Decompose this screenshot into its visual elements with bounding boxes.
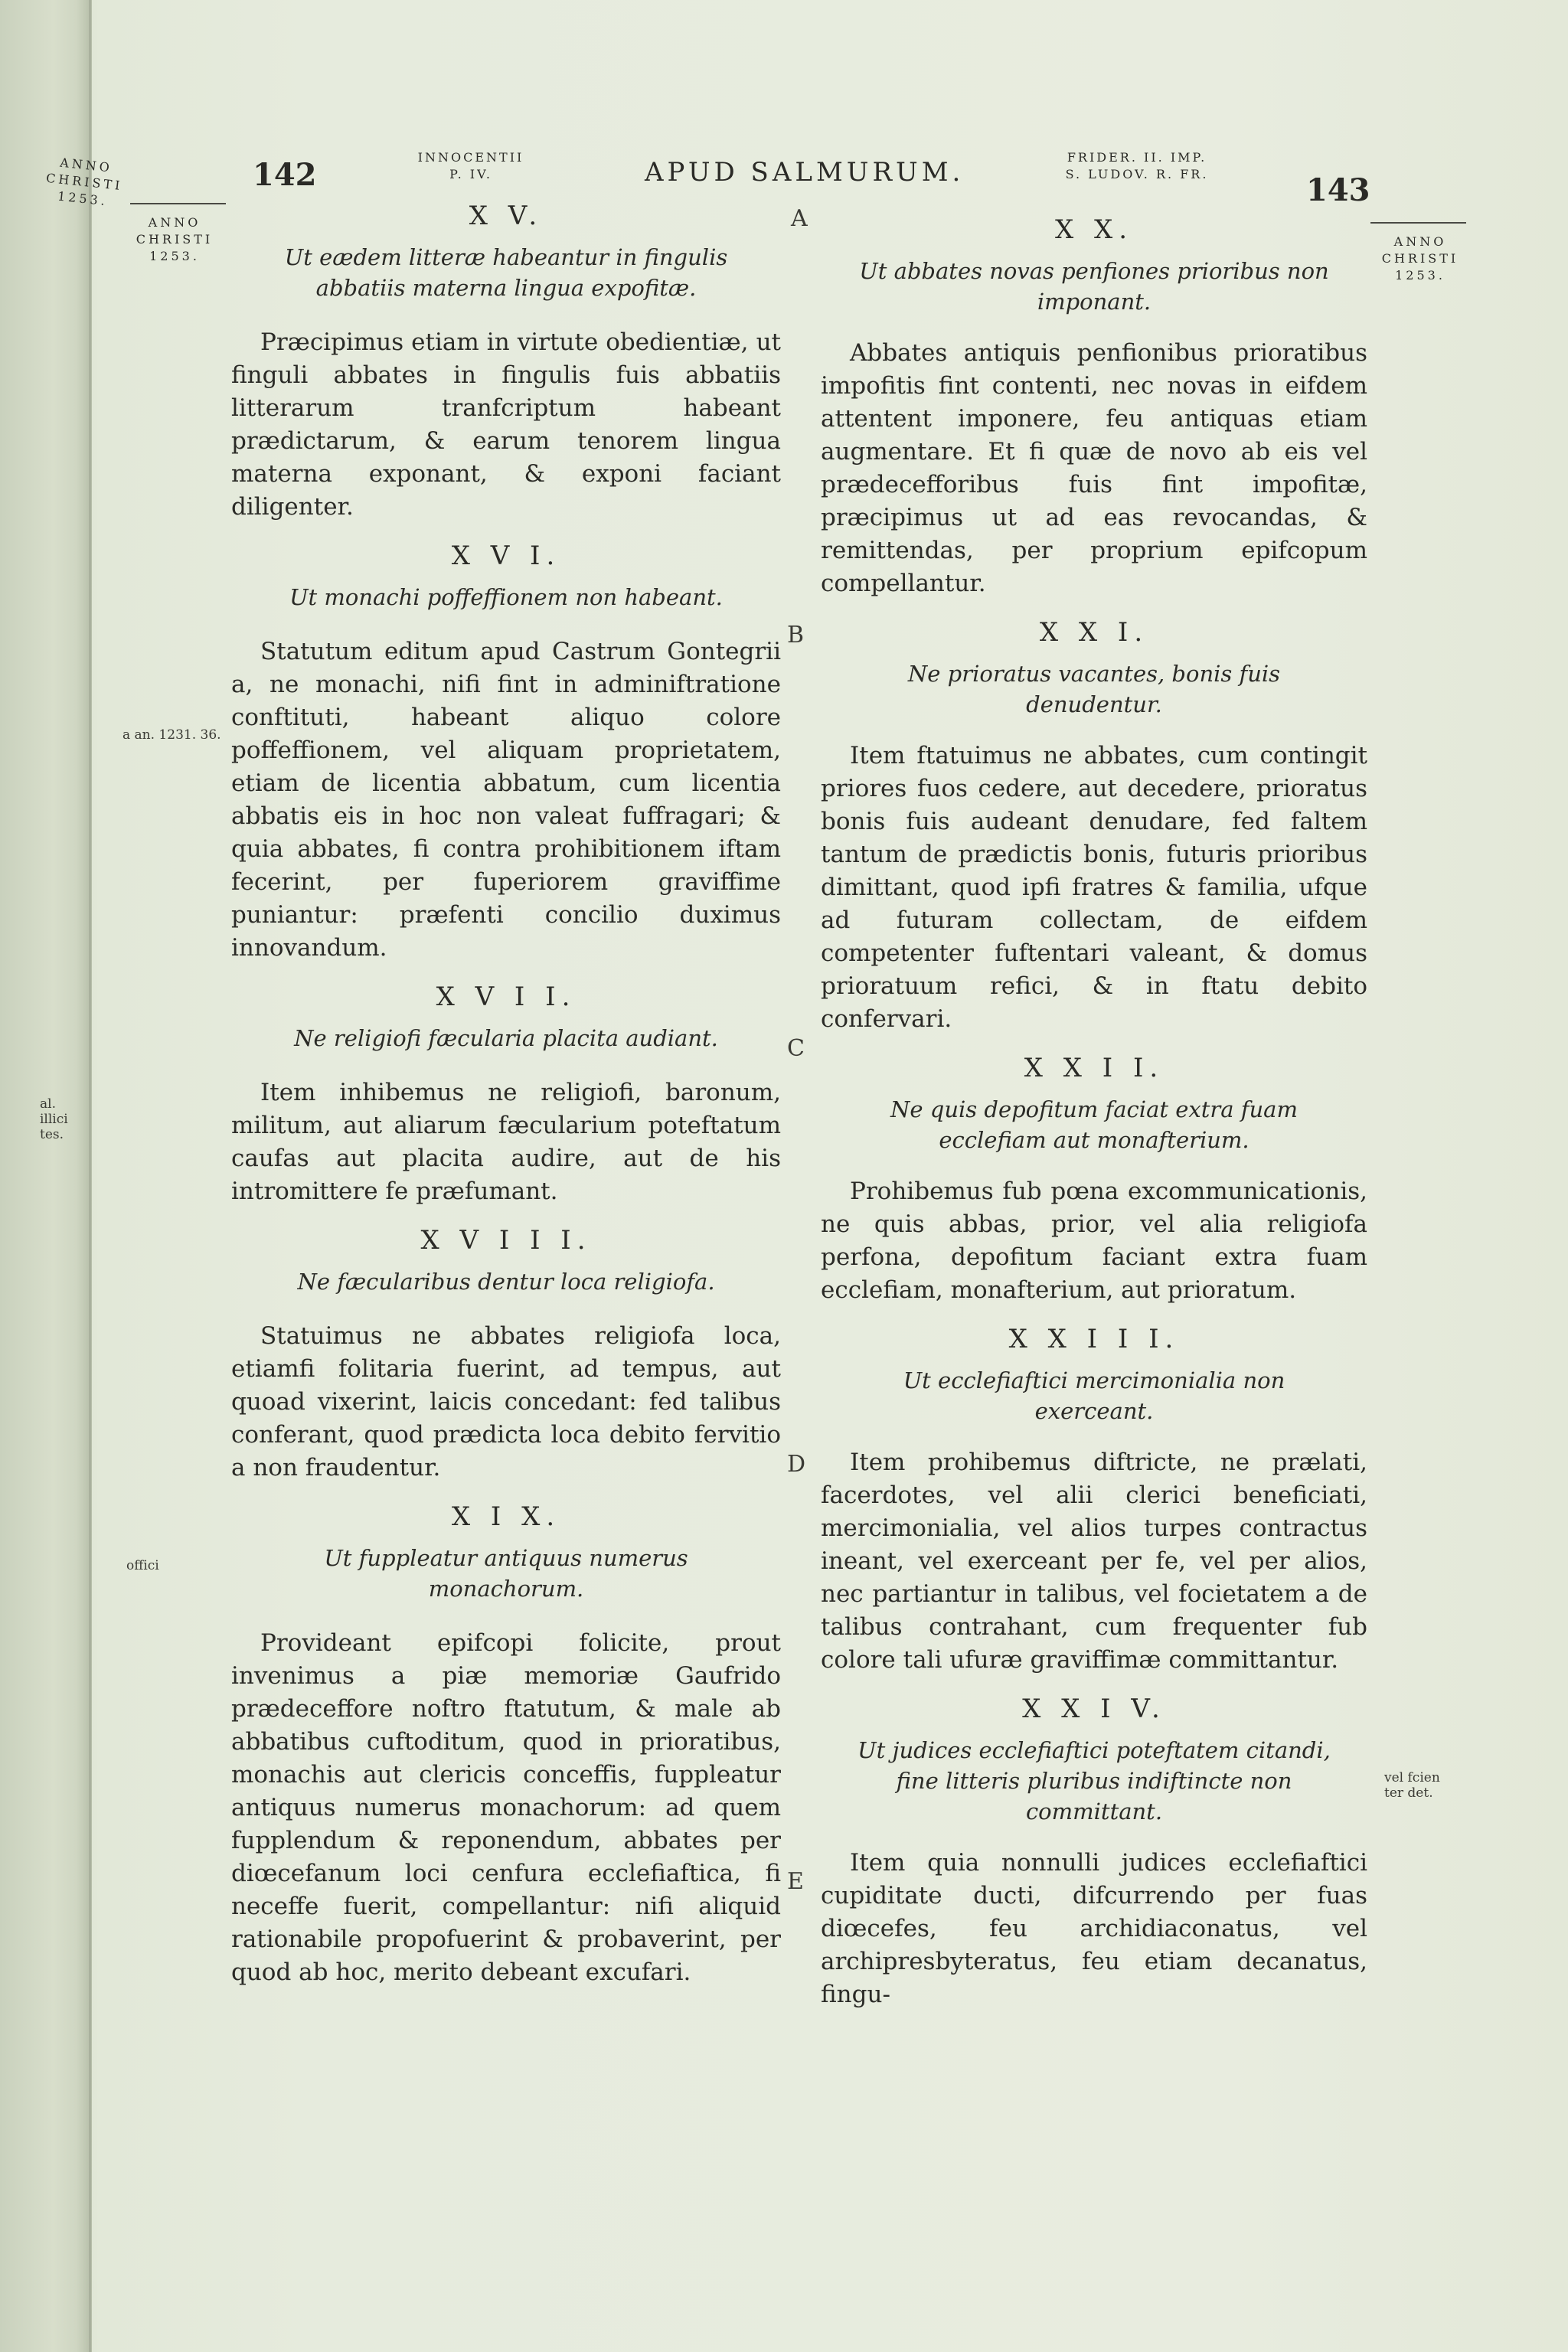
- right-margin-rule: [1370, 222, 1466, 224]
- left-running-head: INNOCENTII P. IV.: [417, 150, 524, 181]
- margin-note-vel-fcienter: vel fcien ter det.: [1384, 1770, 1440, 1801]
- section-letter-c: C: [787, 1035, 805, 1062]
- section-text: Item inhibemus ne religiofi, baronum, militum, aut aliarum fæcularium poteftatum caufas aut placita audire, aut de his intromittere fe præfumant.: [231, 1079, 781, 1205]
- previous-page-edge: [0, 0, 92, 2352]
- margin-note-officio: offici: [126, 1558, 159, 1573]
- section-xvi: [231, 541, 781, 965]
- section-number: X V I I I.: [420, 1225, 592, 1256]
- section-text: Item prohibemus diftricte, ne prælati, facerdotes, vel alii clerici beneficiati, mercimonialia, vel alios turpes contractus ineant, vel exerceant per fe, vel per alios, nec partiantur in talibus, vel focietatem a de talibus contrahant, cum frequenter fub colore tali ufuræ graviffimæ committantur.: [821, 1449, 1367, 1674]
- section-rubric: Ut ecclefiaftici mercimonialia non exerceant.: [903, 1367, 1285, 1424]
- section-letter-b: B: [787, 622, 805, 648]
- section-xx: [821, 214, 1367, 600]
- section-number: X I X.: [451, 1501, 561, 1532]
- section-text: Abbates antiquis penfionibus prioratibus impofitis fint contenti, nec novas in eifdem attentent imponere, feu antiquas etiam augmentare. Et fi quæ de novo ab eis vel prædecefforibus fuis fint impofitæ, præcipimus ut ad eas revocandas, & remittendas, per proprium epifcopum compellantur.: [821, 339, 1367, 597]
- section-text: Statuimus ne abbates religiofa loca, etiamfi folitaria fuerint, ad tempus, aut quoad vixerint, laicis concedant: fed talibus conferant, quod prædicta loca debito fervitio a non fraudentur.: [231, 1322, 781, 1481]
- section-number: X X I.: [1039, 617, 1149, 648]
- left-anno-christi: ANNO CHRISTI 1253.: [136, 215, 214, 263]
- section-rubric: Ut abbates novas penfiones prioribus non imponant.: [859, 258, 1329, 315]
- right-page-number: 143: [1306, 172, 1370, 208]
- left-column: [231, 201, 781, 2006]
- section-xviii: [231, 1225, 781, 1485]
- section-rubric: Ut fuppleatur antiquus numerus monachorum.: [324, 1545, 688, 1602]
- section-rubric: Ut judices ecclefiaftici poteftatem citandi, fine litteris pluribus indiftincte non committant.: [858, 1737, 1331, 1824]
- section-xvii: [231, 982, 781, 1208]
- section-rubric: Ut eædem litteræ habeantur in fingulis abbatiis materna lingua expofitæ.: [284, 244, 728, 301]
- section-xv: [231, 201, 781, 524]
- section-xix: [231, 1501, 781, 1989]
- margin-note-illicites: al. illici tes.: [40, 1096, 68, 1142]
- left-margin-rule: [130, 203, 226, 204]
- section-rubric: Ne fæcularibus dentur loca religiofa.: [297, 1269, 715, 1295]
- previous-page-anno: ANNO CHRISTI 1253.: [45, 155, 124, 209]
- section-xxiv: [821, 1694, 1367, 2011]
- right-anno-christi: ANNO CHRISTI 1253.: [1381, 234, 1459, 283]
- section-rubric: Ut monachi poffeffionem non habeant.: [289, 584, 723, 610]
- section-text: Statutum editum apud Castrum Gontegrii a, ne monachi, nifi fint in adminiftratione conftituti, habeant aliquo colore poffeffionem, vel aliquam proprietatem, etiam de licentia abbatum, cum licentia abbatis eis in hoc non valeat fuffragari; & quia abbates, fi contra prohibitionem iftam fecerint, per fuperiorem graviffime puniantur: præfenti concilio duximus innovandum.: [231, 638, 781, 962]
- section-letter-a: A: [791, 205, 808, 232]
- section-rubric: Ne quis depofitum faciat extra fuam ecclefiam aut monafterium.: [890, 1096, 1298, 1153]
- section-xxii: [821, 1053, 1367, 1307]
- section-number: X X I V.: [1022, 1694, 1166, 1724]
- section-number: X X I I I.: [1008, 1324, 1180, 1354]
- book-gutter: [89, 0, 91, 2352]
- left-page-number: 142: [253, 157, 317, 193]
- section-text: Prohibemus fub pœna excommunicationis, ne quis abbas, prior, vel alia religiofa perfona, depofitum faciant extra fuam ecclefiam, monafterium, aut prioratum.: [821, 1178, 1367, 1304]
- section-text: Item quia nonnulli judices ecclefiaftici cupiditate ducti, difcurrendo per fuas diœcefes, feu archidiaconatus, vel archipresbyteratus, feu etiam decanatus, fingu-: [821, 1849, 1367, 2008]
- margin-note-a: a an. 1231. 36.: [122, 727, 221, 743]
- section-number: X V I I.: [436, 982, 577, 1012]
- section-number: X X I I.: [1024, 1053, 1165, 1083]
- section-text: Præcipimus etiam in virtute obedientiæ, ut finguli abbates in fingulis fuis abbatiis litterarum tranfcriptum habeant prædictarum, & earum tenorem lingua materna exponant, & exponi faciant diligenter.: [231, 328, 781, 521]
- section-text: Provideant epifcopi folicite, prout invenimus a piæ memoriæ Gaufrido prædeceffore noftro ftatutum, & male ab abbatibus cuftoditum, quod in prioratibus, monachis aut clericis conceffis, fuppleatur antiquus numerus monachorum: ad quem fupplendum & reponendum, abbates per diœcefanum loci cenfura ecclefiaftica, fi neceffe fuerit, compellantur: nifi aliquid rationabile propofuerint & probaverint, per quod ab hoc, merito debeant excufari.: [231, 1629, 781, 1986]
- running-title: APUD SALMURUM.: [645, 157, 965, 188]
- section-text: Item ftatuimus ne abbates, cum contingit priores fuos cedere, aut decedere, prioratus bonis fuis audeant denudare, fed faltem tantum de prædictis bonis, futuris prioribus dimittant, quod ipfi fratres & familia, ufque ad futuram collectam, de eifdem competenter fuftentari valeant, & domus prioratuum refici, & in ftatu debito confervari.: [821, 742, 1367, 1033]
- section-rubric: Ne religiofi fæcularia placita audiant.: [294, 1025, 718, 1051]
- section-number: X V I.: [451, 541, 561, 571]
- section-letter-e: E: [787, 1868, 804, 1895]
- section-xxi: [821, 617, 1367, 1036]
- section-number: X X.: [1054, 214, 1134, 245]
- section-number: X V.: [469, 201, 544, 231]
- section-letter-d: D: [787, 1451, 806, 1478]
- right-column: [821, 214, 1367, 2028]
- section-xxiii: [821, 1324, 1367, 1677]
- section-rubric: Ne prioratus vacantes, bonis fuis denudentur.: [907, 661, 1281, 717]
- right-running-head: FRIDER. II. IMP. S. LUDOV. R. FR.: [1065, 150, 1209, 181]
